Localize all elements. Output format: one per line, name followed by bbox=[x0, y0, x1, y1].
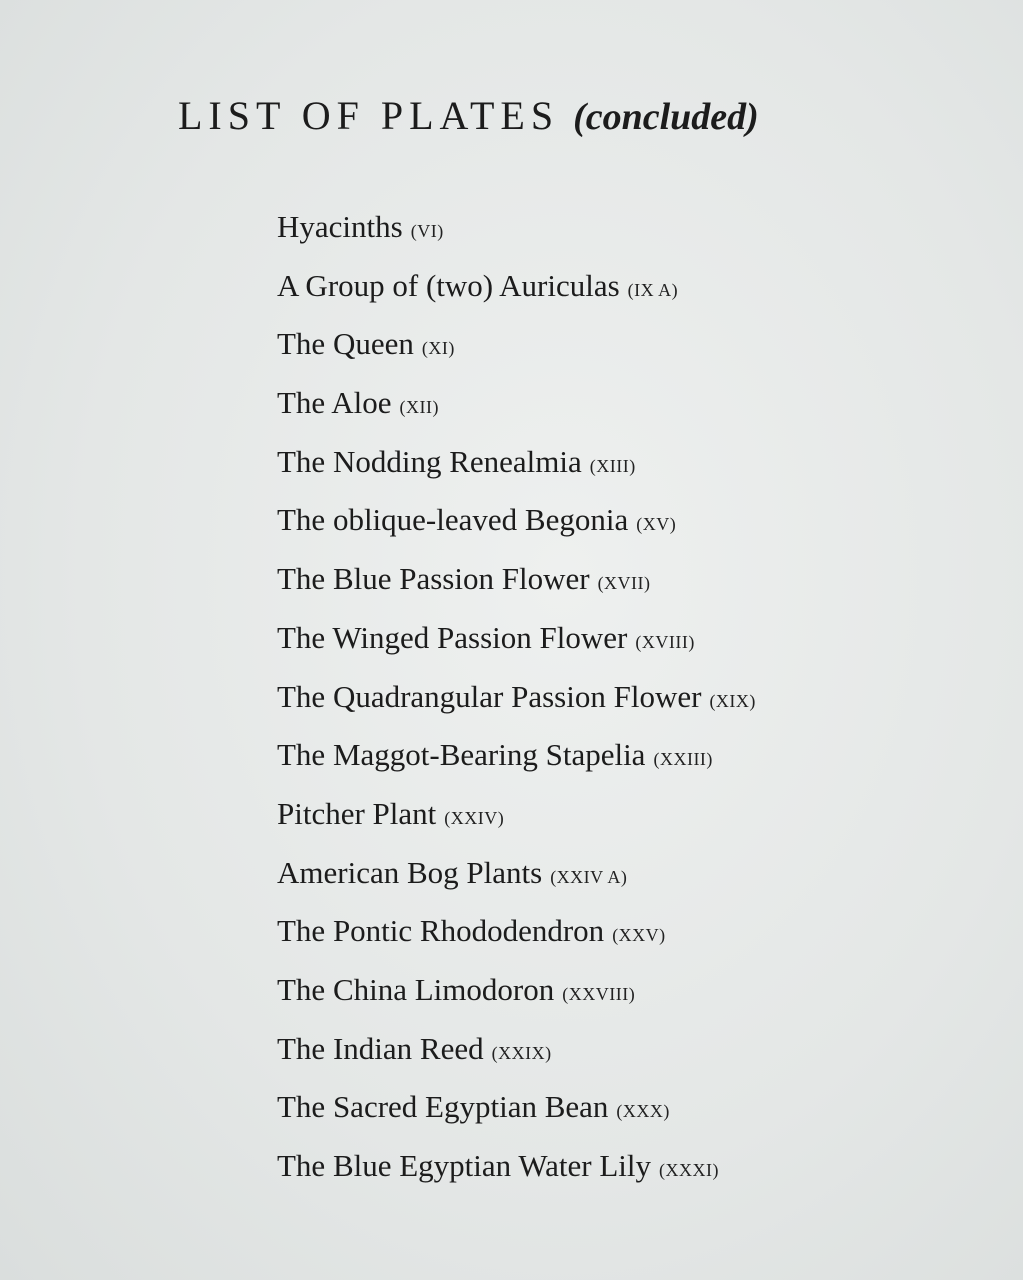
list-item bbox=[277, 381, 756, 440]
plate-number: (XXIX) bbox=[491, 1042, 552, 1063]
plate-title: The Quadrangular Passion Flower bbox=[277, 678, 702, 714]
plate-number: (XXIV A) bbox=[550, 866, 628, 887]
plate-title: The oblique-leaved Begonia bbox=[277, 502, 629, 538]
list-item bbox=[277, 1027, 756, 1086]
heading-subtitle: (concluded) bbox=[573, 96, 759, 138]
list-item bbox=[277, 851, 756, 910]
plate-title: The Blue Egyptian Water Lily bbox=[277, 1148, 651, 1183]
list-item bbox=[277, 1085, 756, 1144]
plate-title: A Group of (two) Auriculas bbox=[277, 267, 620, 303]
plate-title: The Nodding Renealmia bbox=[277, 443, 582, 479]
list-item bbox=[277, 498, 756, 557]
list-item bbox=[277, 675, 756, 734]
list-item bbox=[277, 792, 756, 851]
plate-number: (IX A) bbox=[627, 279, 679, 300]
plate-title: The Winged Passion Flower bbox=[277, 619, 628, 655]
plate-number: (XXV) bbox=[612, 925, 666, 946]
list-item bbox=[277, 322, 756, 381]
plate-title: The Sacred Egyptian Bean bbox=[277, 1089, 609, 1125]
list-item bbox=[277, 205, 756, 264]
plate-title: The Maggot-Bearing Stapelia bbox=[277, 737, 646, 773]
page-heading bbox=[178, 93, 759, 138]
plate-title: The Indian Reed bbox=[277, 1030, 484, 1066]
list-item bbox=[277, 440, 756, 499]
list-item bbox=[277, 264, 756, 323]
plate-number: (XVIII) bbox=[635, 631, 695, 652]
plate-number: (XVII) bbox=[597, 573, 651, 594]
list-item bbox=[277, 909, 756, 968]
plate-title: The Queen bbox=[277, 326, 414, 362]
plate-title: American Bog Plants bbox=[277, 854, 543, 890]
list-item bbox=[277, 733, 756, 792]
plates-list bbox=[277, 205, 756, 1203]
plate-number: (XXXI) bbox=[659, 1160, 719, 1180]
plate-title: Hyacinths bbox=[277, 209, 403, 244]
list-item bbox=[277, 557, 756, 616]
plate-title: The Blue Passion Flower bbox=[277, 561, 590, 597]
plate-number: (VI) bbox=[410, 221, 444, 241]
plate-title: The Pontic Rhododendron bbox=[277, 913, 605, 949]
heading-title: LIST OF PLATES bbox=[178, 93, 560, 138]
plate-number: (XXIII) bbox=[653, 749, 713, 770]
plate-number: (XI) bbox=[421, 338, 455, 359]
plate-number: (XV) bbox=[636, 514, 677, 535]
plate-number: (XII) bbox=[399, 397, 439, 418]
plate-number: (XXIV) bbox=[444, 807, 505, 828]
list-item bbox=[277, 1144, 756, 1203]
plate-number: (XXVIII) bbox=[562, 983, 636, 1004]
plate-number: (XXX) bbox=[616, 1101, 670, 1122]
list-item bbox=[277, 616, 756, 675]
list-item bbox=[277, 968, 756, 1027]
plate-title: Pitcher Plant bbox=[277, 795, 437, 831]
plate-title: The Aloe bbox=[277, 385, 392, 421]
plate-number: (XIX) bbox=[709, 690, 756, 711]
plate-number: (XIII) bbox=[589, 455, 636, 476]
plate-title: The China Limodoron bbox=[277, 971, 555, 1007]
